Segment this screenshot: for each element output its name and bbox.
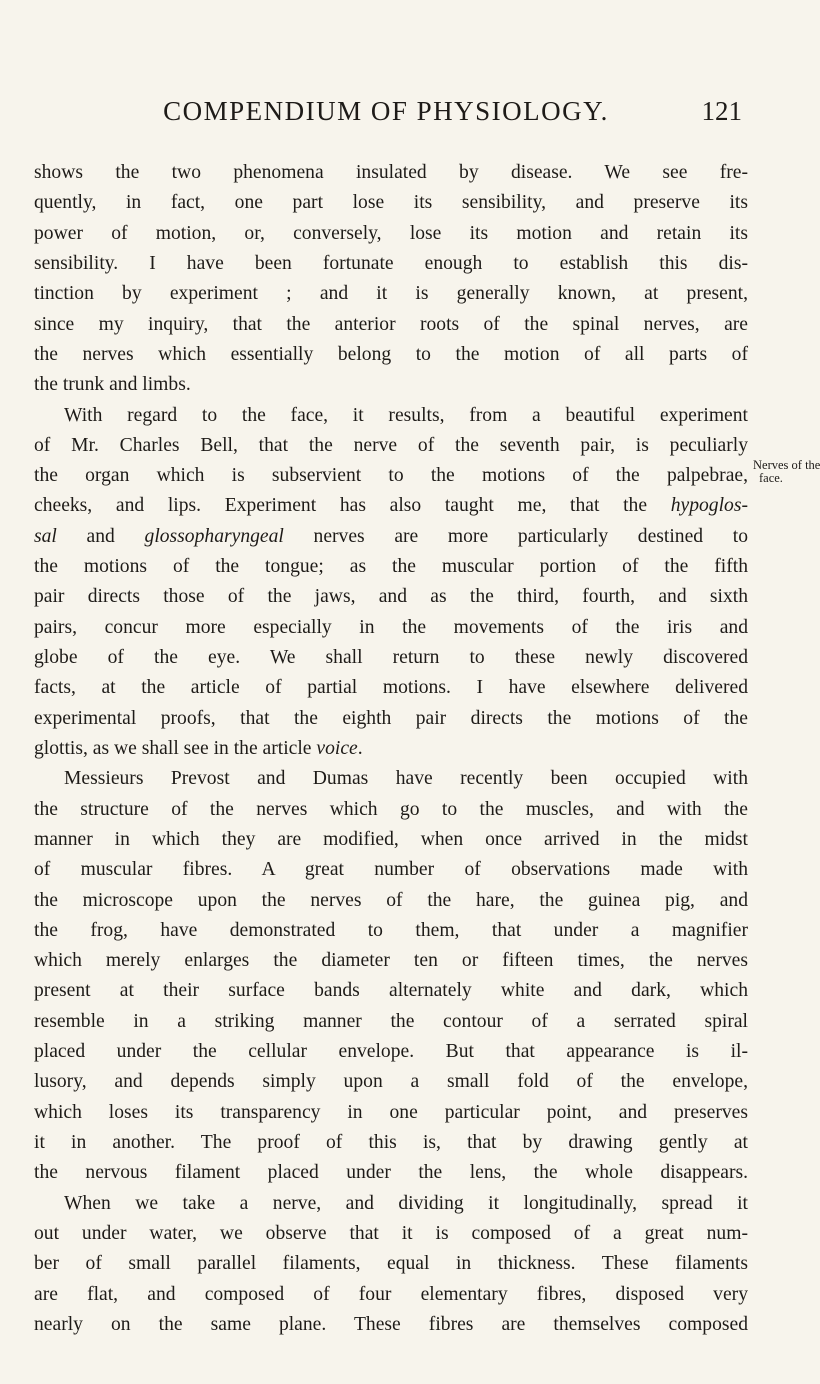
page-header (30, 96, 742, 136)
text-line-with-italic (34, 522, 748, 552)
text-line: sensibility. I have been fortunate enough to establish this dis- (34, 252, 748, 274)
text-line: the trunk and limbs. (34, 374, 191, 396)
text-line: Messieurs Prevost and Dumas have recently been occupied with (64, 768, 748, 790)
text-line: ber of small parallel filaments, equal in thickness. These filaments (34, 1253, 748, 1275)
italic-term-hypoglossal-end: sal (34, 525, 57, 547)
text-line: experimental proofs, that the eighth pair directs the motions of the (34, 707, 748, 729)
italic-term-voice: voice (316, 737, 358, 759)
text-line: the nervous filament placed under the lens, the whole disappears. (34, 1162, 748, 1184)
text-line: the frog, have demonstrated to them, that under a magnifier (34, 919, 748, 941)
text-line: power of motion, or, conversely, lose its motion and retain its (34, 222, 748, 244)
text-line: of muscular fibres. A great number of observations made with (34, 859, 748, 881)
margin-note-line-1: Nerves of the (753, 458, 820, 472)
italic-term-hypoglossal: hypoglos- (670, 495, 748, 517)
text-line: the structure of the nerves which go to the muscles, and with the (34, 798, 748, 820)
text-line: present at their surface bands alternately white and dark, which (34, 980, 748, 1002)
text-line: it in another. The proof of this is, that by drawing gently at (34, 1132, 748, 1153)
line-text: cheeks, and lips. Experiment has also taught me, that the (34, 495, 648, 517)
italic-term-glossopharyngeal: glossopharyngeal (144, 525, 284, 547)
text-line-with-italic (34, 734, 748, 764)
text-line: of Mr. Charles Bell, that the nerve of the seventh pair, is peculiarly (34, 434, 748, 456)
text-line-with-italic (34, 491, 748, 521)
running-title: COMPENDIUM OF PHYSIOLOGY. (163, 96, 609, 126)
text-line: out under water, we observe that it is composed of a great num- (34, 1222, 748, 1244)
line-text: glottis, as we shall see in the article (34, 737, 312, 759)
text-line: facts, at the article of partial motions. I have elsewhere delivered (34, 677, 748, 699)
text-line: tinction by experiment ; and it is generally known, at present, (34, 283, 748, 305)
text-line: the organ which is subservient to the motions of the palpebrae, (34, 465, 748, 487)
text-line: manner in which they are modified, when once arrived in the midst (34, 828, 748, 850)
text-line: globe of the eye. We shall return to these newly discovered (34, 647, 748, 668)
text-line: which merely enlarges the diameter ten or fifteen times, the nerves (34, 950, 748, 972)
text-line: pair directs those of the jaws, and as the third, fourth, and sixth (34, 586, 748, 608)
text-line: the microscope upon the nerves of the hare, the guinea pig, and (34, 889, 748, 911)
text-line: nearly on the same plane. These fibres are themselves composed (34, 1313, 748, 1335)
line-text: and (86, 525, 115, 547)
text-line: lusory, and depends simply upon a small fold of the envelope, (34, 1071, 748, 1093)
margin-note (753, 458, 820, 485)
line-text: nerves are more particularly destined to (313, 525, 748, 547)
text-line: since my inquiry, that the anterior roots of the spinal nerves, are (34, 313, 748, 335)
period: . (357, 737, 363, 759)
text-line: quently, in fact, one part lose its sensibility, and preserve its (34, 192, 748, 214)
text-line: With regard to the face, it results, from a beautiful experiment (64, 404, 748, 426)
text-line: When we take a nerve, and dividing it longitudinally, spread it (64, 1192, 748, 1214)
text-line: the motions of the tongue; as the muscular portion of the fifth (34, 556, 748, 578)
body-text (34, 158, 748, 1340)
text-line: shows the two phenomena insulated by disease. We see fre- (34, 162, 748, 183)
text-line: placed under the cellular envelope. But that appearance is il- (34, 1041, 748, 1063)
text-line: are flat, and composed of four elementary fibres, disposed very (34, 1283, 748, 1305)
page-number: 121 (701, 96, 742, 126)
text-line: pairs, concur more especially in the movements of the iris and (34, 616, 748, 638)
text-line: the nerves which essentially belong to the motion of all parts of (34, 343, 748, 365)
margin-note-line-2: face. (759, 471, 783, 485)
text-line: which loses its transparency in one particular point, and preserves (34, 1101, 748, 1123)
text-line: resemble in a striking manner the contour of a serrated spiral (34, 1010, 748, 1032)
